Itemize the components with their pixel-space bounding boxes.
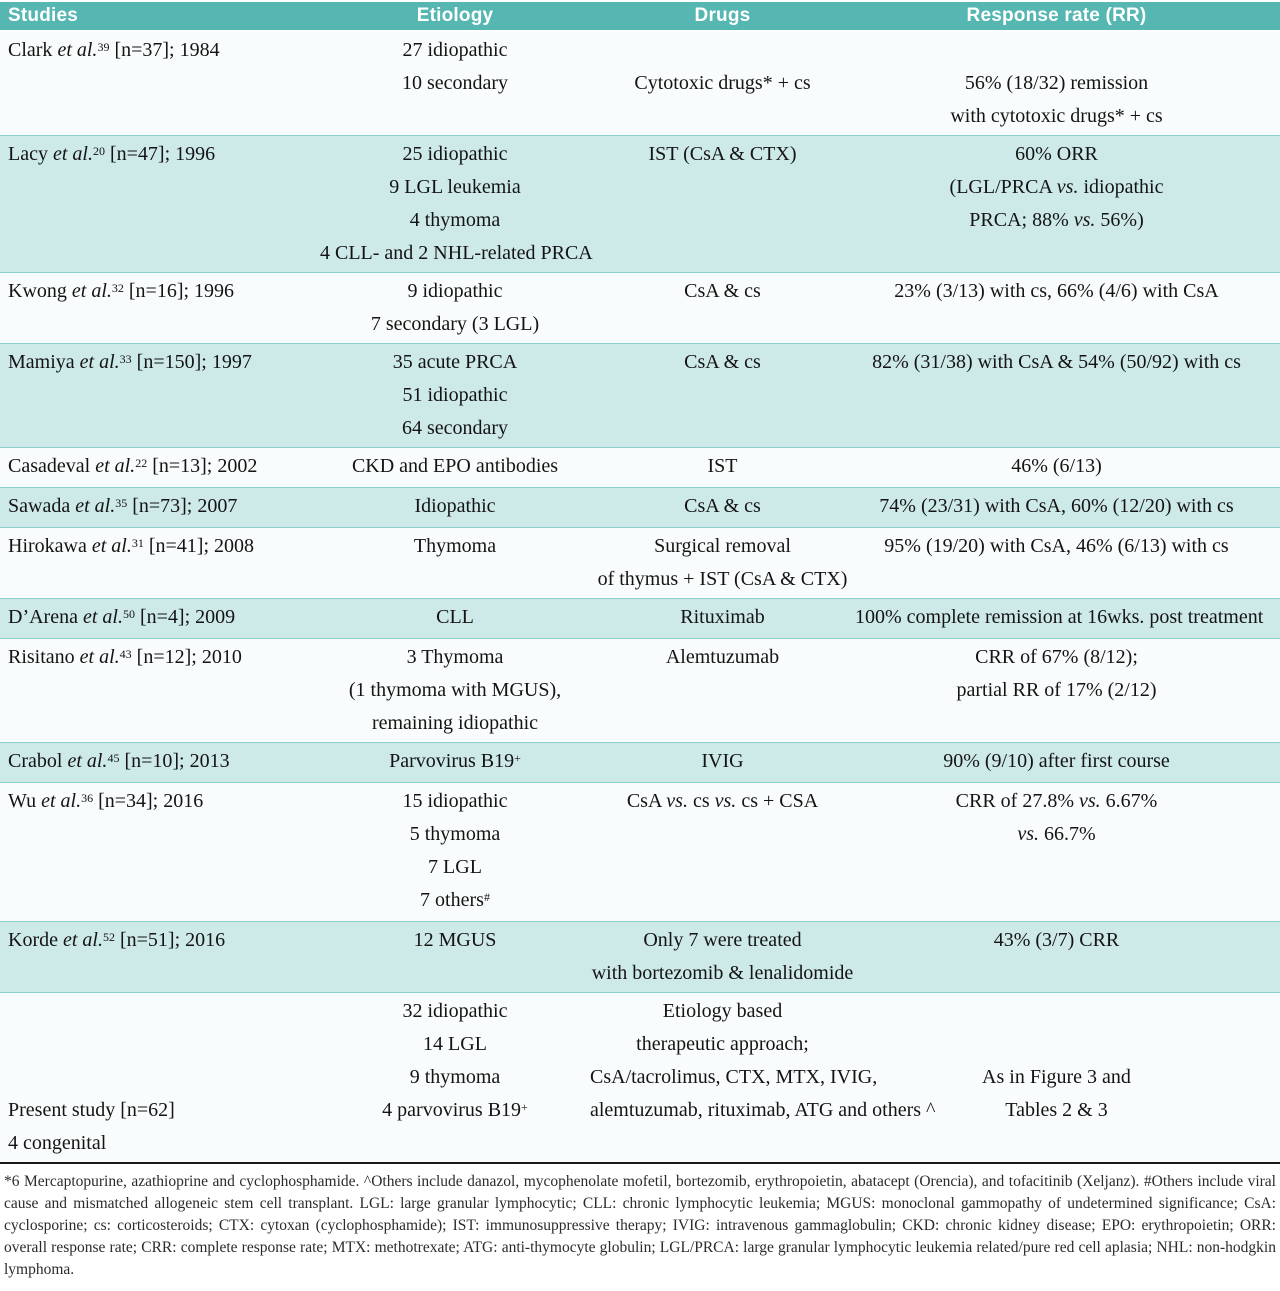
etiology-cell [320, 783, 590, 921]
etiology-cell [320, 528, 590, 598]
cell-line: CRR of 27.8% vs. 6.67% [955, 790, 1158, 812]
cell-line: remaining idiopathic [371, 712, 539, 734]
cell-line: As in Figure 3 and [982, 1066, 1131, 1088]
cell-line: Crabol et al.$^{45}$ [n=10]; 2013 [8, 750, 230, 772]
cell-line: Surgical removal [654, 535, 791, 557]
column-header-drugs: Drugs [694, 5, 751, 26]
cell-line: partial RR of 17% (2/12) [956, 679, 1157, 701]
cell-line: 25 idiopathic [402, 143, 508, 165]
cell-line: Etiology based [662, 1000, 783, 1022]
cell-line: 3 Thymoma [406, 646, 504, 668]
cell-line: 27 idiopathic [402, 39, 508, 61]
drugs-cell [590, 448, 855, 487]
drugs-cell [590, 783, 855, 921]
response-rate-cell [855, 32, 1280, 135]
cell-line: IST [707, 455, 738, 477]
study-cell [0, 448, 320, 487]
cell-line: Cytotoxic drugs* + cs [634, 72, 811, 94]
cell-line: 5 thymoma [409, 823, 501, 845]
response-rate-cell [855, 273, 1280, 343]
cell-line: 23% (3/13) with cs, 66% (4/6) with CsA [894, 280, 1219, 302]
cell-line: 4 parvovirus B19+ [382, 1099, 528, 1121]
cell-line: CKD and EPO antibodies [351, 455, 559, 477]
cell-line: 60% ORR [1015, 143, 1098, 165]
etiology-cell [320, 273, 590, 343]
response-rate-cell [855, 136, 1280, 272]
etiology-cell [320, 488, 590, 527]
etiology-cell [320, 993, 590, 1162]
cell-line: Casadeval et al.$^{22}$ [n=13]; 2002 [8, 455, 258, 477]
study-cell [0, 639, 320, 742]
cell-line: Risitano et al.$^{43}$ [n=12]; 2010 [8, 646, 242, 668]
drugs-cell [590, 488, 855, 527]
table-row [0, 487, 1280, 528]
cell-line: Lacy et al.$^{20}$ [n=47]; 1996 [8, 143, 216, 165]
cell-line: CsA & cs [684, 280, 761, 302]
etiology-cell [320, 136, 593, 272]
cell-line [590, 34, 855, 67]
table-row [0, 598, 1280, 639]
response-rate-cell [855, 488, 1280, 527]
table-row [0, 783, 1280, 921]
study-cell [0, 488, 320, 527]
table-row [0, 135, 1280, 273]
response-rate-cell [855, 743, 1280, 782]
etiology-cell [320, 448, 590, 487]
cell-line: 32 idiopathic [402, 1000, 508, 1022]
cell-line: (LGL/PRCA vs. idiopathic [949, 176, 1164, 198]
cell-line: 51 idiopathic [402, 384, 508, 406]
cell-line: alemtuzumab, rituximab, ATG and others ^ [590, 1099, 936, 1121]
cell-line: CsA & cs [684, 351, 761, 373]
cell-line: 9 LGL leukemia [389, 176, 521, 198]
cell-line: 43% (3/7) CRR [993, 929, 1120, 951]
cell-line: with bortezomib & lenalidomide [591, 962, 854, 984]
cell-line: D’Arena et al.$^{50}$ [n=4]; 2009 [8, 606, 236, 628]
response-rate-cell [855, 922, 1280, 992]
cell-line: 15 idiopathic [402, 790, 508, 812]
table-row [0, 273, 1280, 343]
table-row [0, 448, 1280, 487]
cell-line: 95% (19/20) with CsA, 46% (6/13) with cs [884, 535, 1229, 557]
cell-line: CLL [436, 606, 474, 628]
table-footnote: *6 Mercaptopurine, azathioprine and cyclophosphamide. ^Others include danazol, mycophenolate mofetil, bortezomib, erythropoietin, abatacept (Orencia), and tofacitinib (Xeljanz). #Others include viral cause and mismatched allogeneic stem cell transplant. LGL: large granular lymphocytic; CLL: chronic lymphocytic leukemia; MGUS: monoclonal gammopathy of undetermined significance; CsA: cyclosporine; cs: corticosteroids; CTX: cytoxan (cyclophosphamide); IST: immunosuppressive therapy; IVIG: intravenous gammaglobulin; CKD: chronic kidney disease; EPO: erythropoietin; ORR: overall response rate; CRR: complete response rate; MTX: methotrexate; ATG: anti-thymocyte globulin; LGL/PRCA: large granular lymphocytic leukemia related/pure red cell aplasia; NHL: non-hodgkin lymphoma. [0, 1162, 1280, 1291]
cell-line: Present study [n=62] [8, 1099, 175, 1121]
study-cell [0, 783, 320, 921]
cell-line: 35 acute PRCA [392, 351, 518, 373]
column-header-response-rate: Response rate (RR) [966, 5, 1147, 26]
cell-line: 12 MGUS [413, 929, 497, 951]
cell-line: Parvovirus B19+ [389, 750, 521, 772]
response-rate-cell [855, 639, 1280, 742]
cell-line: Alemtuzumab [665, 646, 780, 668]
cell-line: Only 7 were treated [643, 929, 802, 951]
response-rate-cell [855, 448, 1280, 487]
study-cell [0, 273, 320, 343]
cell-line [8, 995, 320, 1028]
cell-line: 82% (31/38) with CsA & 54% (50/92) with cs [872, 351, 1241, 373]
cell-line: Clark et al.$^{39}$ [n=37]; 1984 [8, 39, 220, 61]
etiology-cell [320, 32, 590, 135]
drugs-cell [590, 273, 855, 343]
cell-line: 100% complete remission at 16wks. post treatment [855, 606, 1264, 628]
cell-line: 74% (23/31) with CsA, 60% (12/20) with cs [879, 495, 1234, 517]
study-cell [0, 528, 320, 598]
drugs-cell [590, 136, 855, 272]
cell-line: Rituximab [680, 606, 765, 628]
cell-line: therapeutic approach; [636, 1033, 809, 1055]
etiology-cell [320, 743, 590, 782]
cell-line: 9 idiopathic [407, 280, 503, 302]
cell-line: 7 secondary (3 LGL) [370, 313, 540, 335]
response-rate-cell [855, 528, 1280, 598]
cell-line: IST (CsA & CTX) [648, 143, 797, 165]
cell-line: 46% (6/13) [1011, 455, 1102, 477]
cell-line: 90% (9/10) after first course [943, 750, 1170, 772]
drugs-cell [590, 743, 855, 782]
etiology-cell [320, 922, 590, 992]
cell-line: CsA/tacrolimus, CTX, MTX, IVIG, [590, 1066, 878, 1088]
etiology-cell [320, 599, 590, 638]
response-rate-cell [855, 993, 1280, 1162]
paper-table-figure [0, 2, 1280, 1291]
cell-line: of thymus + IST (CsA & CTX) [597, 568, 848, 590]
cell-line [855, 995, 1258, 1028]
etiology-cell [320, 344, 590, 447]
cell-line: Sawada et al.$^{35}$ [n=73]; 2007 [8, 495, 238, 517]
cell-line: 56% (18/32) remission [964, 72, 1149, 94]
response-rate-cell [855, 344, 1280, 447]
cell-line: vs. 66.7% [1017, 823, 1096, 845]
column-header-etiology: Etiology [416, 5, 494, 26]
cell-line: PRCA; 88% vs. 56%) [969, 209, 1144, 231]
table-body [0, 32, 1280, 1162]
table-row [0, 742, 1280, 783]
drugs-cell [590, 993, 936, 1162]
study-cell [0, 743, 320, 782]
cell-line: 64 secondary [401, 417, 509, 439]
cell-line: 14 LGL [423, 1033, 487, 1055]
cell-line: Tables 2 & 3 [1005, 1099, 1108, 1121]
cell-line: (1 thymoma with MGUS), [348, 679, 562, 701]
etiology-cell [320, 639, 590, 742]
drugs-cell [590, 344, 855, 447]
drugs-cell [590, 599, 855, 638]
cell-line: Wu et al.$^{36}$ [n=34]; 2016 [8, 790, 204, 812]
column-header-studies: Studies [8, 5, 79, 26]
study-cell [0, 993, 320, 1162]
cell-line: Idiopathic [414, 495, 496, 517]
table-row [0, 343, 1280, 448]
cell-line: 7 LGL [428, 856, 482, 878]
cell-line: 9 thymoma [409, 1066, 501, 1088]
drugs-cell [590, 922, 855, 992]
cell-line: Hirokawa et al.$^{31}$ [n=41]; 2008 [8, 535, 255, 557]
drugs-cell [590, 528, 855, 598]
table-header-row [0, 2, 1280, 32]
cell-line: 4 thymoma [409, 209, 501, 231]
study-cell [0, 922, 320, 992]
response-rate-cell [855, 599, 1280, 638]
drugs-cell [590, 32, 855, 135]
cell-line: Mamiya et al.$^{33}$ [n=150]; 1997 [8, 351, 252, 373]
table-row [0, 528, 1280, 598]
cell-line: Korde et al.$^{52}$ [n=51]; 2016 [8, 929, 226, 951]
cell-line: CRR of 67% (8/12); [975, 646, 1138, 668]
cell-line: Kwong et al.$^{32}$ [n=16]; 1996 [8, 280, 235, 302]
cell-line: CsA vs. cs vs. cs + CSA [626, 790, 819, 812]
drugs-cell [590, 639, 855, 742]
study-cell [0, 136, 320, 272]
cell-line: IVIG [701, 750, 744, 772]
cell-line [855, 1028, 1258, 1061]
cell-line: CsA & cs [684, 495, 761, 517]
study-cell [0, 344, 320, 447]
table-row [0, 32, 1280, 135]
study-cell [0, 32, 320, 135]
response-rate-cell [855, 783, 1280, 921]
cell-line: 10 secondary [401, 72, 509, 94]
cell-line: 4 CLL- and 2 NHL-related PRCA [320, 242, 593, 264]
table-row [0, 921, 1280, 993]
cell-line [8, 1061, 320, 1094]
cell-line: 7 others# [420, 889, 490, 911]
cell-line [855, 34, 1258, 67]
cell-line: 4 congenital [8, 1132, 107, 1154]
study-cell [0, 599, 320, 638]
cell-line: with cytotoxic drugs* + cs [950, 105, 1163, 127]
cell-line [8, 1028, 320, 1061]
cell-line: Thymoma [413, 535, 497, 557]
table-row [0, 639, 1280, 742]
table-row [0, 993, 1280, 1162]
